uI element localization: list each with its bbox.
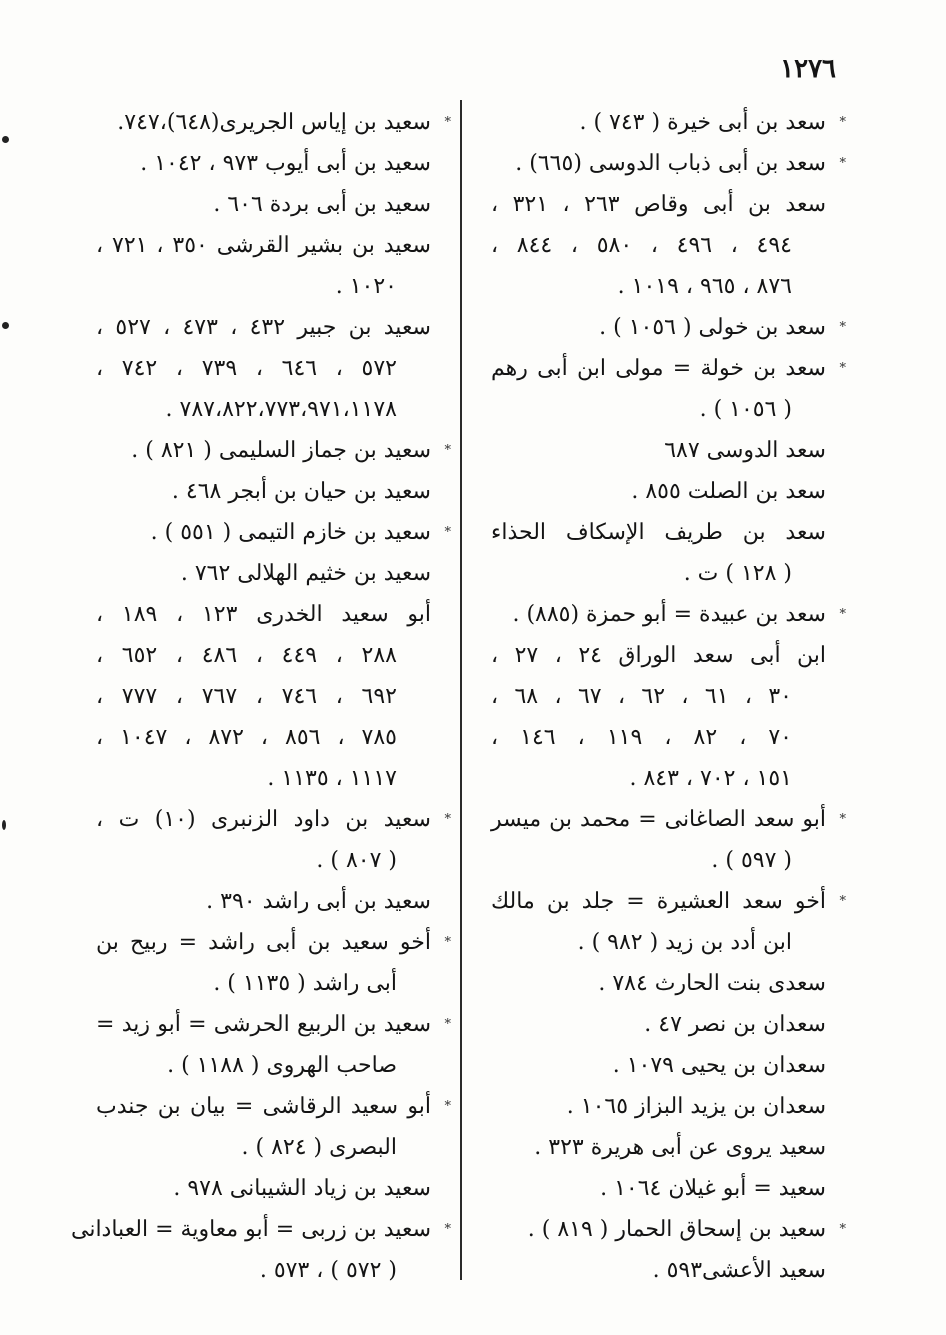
index-entry-text: سعيد بن أبى بردة ٦٠٦ . [213, 192, 431, 217]
index-entry-line [96, 676, 431, 717]
index-entry-line [491, 389, 826, 430]
index-entry-text: سعدى بنت الحارث ٧٨٤ . [598, 971, 826, 996]
index-entry-text: سعيد بن جبير ٤٣٢ ، ٤٧٣ ، ٥٢٧ ، [96, 315, 431, 340]
index-entry-line [96, 225, 431, 266]
index-entry-text: سعد بن أبى ذباب الدوسى (٦٦٥) . [515, 151, 826, 176]
index-entry-text: سعدان بن نصر ٤٧ . [644, 1012, 826, 1037]
margin-mark [2, 322, 9, 329]
index-entry-text: ٥٧٢ ، ٦٤٦ ، ٧٣٩ ، ٧٤٢ ، [96, 356, 397, 381]
asterisk-marker: * [839, 115, 846, 130]
asterisk-marker: * [839, 1222, 846, 1237]
index-entry-line [96, 389, 431, 430]
index-entry-line [491, 1127, 826, 1168]
index-entry-line [491, 594, 846, 635]
index-entry-text: سعيد بن داود الزنبرى (١٠) ت ، [96, 807, 431, 832]
asterisk-marker: * [444, 935, 451, 950]
index-entry-text: سعد بن عبيدة = أبو حمزة (٨٨٥) . [512, 602, 826, 627]
index-entry-line [96, 1168, 431, 1209]
index-entry-text: سعيد بن إسحاق الحمار ( ٨١٩ ) . [527, 1217, 826, 1242]
index-entry-text: سعد بن الصلت ٨٥٥ . [631, 479, 826, 504]
index-entry-text: سعيد = أبو غيلان ١٠٦٤ . [600, 1176, 826, 1201]
index-entry-text: أخو سعد العشيرة = جلد بن مالك [491, 889, 826, 914]
index-entry-line [96, 922, 451, 963]
index-entry-line [491, 307, 846, 348]
index-entry-text: سعد بن خولة = مولى ابن أبى رهم [491, 356, 826, 381]
index-entry-text: ٨٧٦ ، ٩٦٥ ، ١٠١٩ . [617, 274, 792, 299]
index-entry-text: سعيد بن الربيع الحرشى = أبو زيد = [96, 1012, 431, 1037]
index-entry-text: أبو سعيد الخدرى ١٢٣ ، ١٨٩ ، [96, 602, 431, 627]
index-entry-text: ٤٩٤ ، ٤٩٦ ، ٥٨٠ ، ٨٤٤ ، [491, 233, 792, 258]
index-entry-line [491, 1086, 826, 1127]
index-entry-line [491, 143, 846, 184]
index-entry-text: سعد بن أبى خيرة ( ٧٤٣ ) . [579, 110, 826, 135]
index-entry-line [491, 225, 826, 266]
index-entry-line [96, 717, 431, 758]
index-entry-text: سعدان بن يزيد البزاز ١٠٦٥ . [566, 1094, 826, 1119]
column-rule [460, 100, 462, 1280]
index-entry-text: سعيد بن حيان بن أبجر ٤٦٨ . [171, 479, 431, 504]
index-entry-line [96, 840, 431, 881]
asterisk-marker: * [444, 115, 451, 130]
index-entry-text: سعد بن أبى وقاص ٢٦٣ ، ٣٢١ ، [491, 192, 827, 217]
index-column-left [70, 102, 451, 1291]
index-entry-line [491, 1168, 826, 1209]
asterisk-marker: * [839, 361, 846, 376]
index-entry-text: ١٥١ ، ٧٠٢ ، ٨٤٣ . [629, 766, 792, 791]
asterisk-marker: * [444, 525, 451, 540]
index-entry-line [96, 266, 431, 307]
page-number: ١٢٧٦ [780, 54, 836, 84]
index-entry-text: ( ٥٩٧ ) . [711, 848, 792, 873]
asterisk-marker: * [444, 1017, 451, 1032]
index-entry-line [491, 184, 826, 225]
index-entry-text: ١٠٢٠ . [335, 274, 397, 299]
index-entry-text: البصرى ( ٨٢٤ ) . [241, 1135, 397, 1160]
index-entry-text: ٢٨٨ ، ٤٤٩ ، ٤٨٦ ، ٦٥٢ ، [96, 643, 397, 668]
index-entry-line [96, 471, 431, 512]
index-entry-text: ( ٥٧٢ ) ، ٥٧٣ . [259, 1258, 397, 1283]
index-entry-text: ٣٠ ، ٦١ ، ٦٢ ، ٦٧ ، ٦٨ ، [491, 684, 792, 709]
index-entry-line [491, 553, 826, 594]
index-entry-text: سعيد بن إياس الجريرى(٦٤٨)،٧٤٧. [117, 110, 431, 135]
index-entry-text: سعيد بن جماز السليمى ( ٨٢١ ) . [131, 438, 431, 463]
index-entry-line [491, 102, 846, 143]
index-entry-text: سعيد بن بشير القرشى ٣٥٠ ، ٧٢١ ، [96, 233, 431, 258]
index-entry-line [491, 676, 826, 717]
index-entry-text: أبو سعد الصاغانى = محمد بن ميسر [491, 807, 826, 832]
index-entry-text: ٦٩٢ ، ٧٤٦ ، ٧٦٧ ، ٧٧٧ ، [96, 684, 397, 709]
index-entry-line [96, 184, 431, 225]
index-entry-line [491, 717, 826, 758]
index-entry-text: ( ١٠٥٦ ) . [699, 397, 792, 422]
index-entry-line [491, 1004, 826, 1045]
index-entry-line [491, 799, 846, 840]
index-entry-text: صاحب الهروى ( ١١٨٨ ) . [167, 1053, 397, 1078]
asterisk-marker: * [839, 156, 846, 171]
asterisk-marker: * [444, 443, 451, 458]
index-entry-text: سعيد الأعشى٥٩٣ . [652, 1258, 826, 1283]
index-entry-text: ابن أبى سعد الوراق ٢٤ ، ٢٧ ، [491, 643, 827, 668]
index-entry-line [491, 840, 826, 881]
index-entry-line [96, 1045, 431, 1086]
index-entry-text: سعيد بن خثيم الهلالى ٧٦٢ . [180, 561, 431, 586]
index-entry-text: ( ٨٠٧ ) . [316, 848, 397, 873]
asterisk-marker: * [839, 320, 846, 335]
index-entry-line [96, 963, 431, 1004]
asterisk-marker: * [839, 812, 846, 827]
margin-mark [2, 136, 9, 143]
index-entry-text: سعدان بن يحيى ١٠٧٩ . [612, 1053, 826, 1078]
index-entry-line [96, 512, 451, 553]
index-entry-text: ( ١٢٨ ) ت . [683, 561, 792, 586]
index-entry-line [70, 1209, 451, 1250]
index-entry-line [96, 143, 431, 184]
index-entry-line [491, 266, 826, 307]
index-entry-text: سعيد بن زربى = أبو معاوية = العبادانى [70, 1217, 431, 1242]
index-entry-line [96, 430, 451, 471]
index-column-right [491, 102, 846, 1291]
asterisk-marker: * [444, 1099, 451, 1114]
index-entry-line [491, 922, 826, 963]
index-entry-text: سعيد بن خازم التيمى ( ٥٥١ ) . [150, 520, 431, 545]
index-entry-line [491, 430, 826, 471]
index-entry-text: أبو سعيد الرقاشى = بيان بن جندب [96, 1094, 431, 1119]
asterisk-marker: * [444, 1222, 451, 1237]
asterisk-marker: * [839, 894, 846, 909]
asterisk-marker: * [444, 812, 451, 827]
index-entry-text: ابن أدد بن زيد ( ٩٨٢ ) . [577, 930, 792, 955]
margin-mark [2, 820, 6, 830]
index-entry-line [96, 758, 431, 799]
index-entry-line [491, 348, 846, 389]
index-entry-text: سعيد يروى عن أبى هريرة ٣٢٣ . [534, 1135, 826, 1160]
index-entry-line [96, 102, 451, 143]
index-entry-line [96, 1250, 431, 1291]
index-entry-line [96, 1086, 451, 1127]
index-entry-text: ١١١٧ ، ١١٣٥ . [267, 766, 397, 791]
index-entry-text: سعد بن طريف الإسكاف الحذاء [491, 520, 826, 545]
index-entry-line [491, 1045, 826, 1086]
index-entry-line [96, 307, 431, 348]
index-entry-text: ٧٨٧،٨٢٢،٧٧٣،٩٧١،١١٧٨ . [165, 397, 397, 422]
index-entry-line [96, 1127, 431, 1168]
index-entry-text: ٧٨٥ ، ٨٥٦ ، ٨٧٢ ، ١٠٤٧ ، [96, 725, 397, 750]
index-entry-line [491, 512, 826, 553]
index-entry-text: سعيد بن أبى راشد ٣٩٠ . [206, 889, 431, 914]
index-entry-line [491, 881, 846, 922]
index-entry-line [491, 635, 826, 676]
index-entry-text: أبى راشد ( ١١٣٥ ) . [213, 971, 397, 996]
index-entry-text: سعيد بن زياد الشيبانى ٩٧٨ . [173, 1176, 431, 1201]
index-entry-text: ٧٠ ، ٨٢ ، ١١٩ ، ١٤٦ ، [491, 725, 792, 750]
index-entry-line [491, 963, 826, 1004]
index-entry-line [96, 881, 431, 922]
index-entry-line [96, 1004, 451, 1045]
index-entry-line [96, 348, 431, 389]
index-entry-line [96, 635, 431, 676]
index-entry-line [96, 594, 431, 635]
index-entry-text: أخو سعيد بن أبى راشد = ربيح بن [96, 930, 431, 955]
index-entry-text: سعد الدوسى ٦٨٧ [664, 438, 826, 463]
index-entry-text: سعيد بن أبى أيوب ٩٧٣ ، ١٠٤٢ . [140, 151, 431, 176]
index-entry-line [491, 471, 826, 512]
index-entry-line [96, 553, 431, 594]
index-entry-line [96, 799, 451, 840]
asterisk-marker: * [839, 607, 846, 622]
index-entry-line [491, 1209, 846, 1250]
index-entry-line [491, 1250, 826, 1291]
index-entry-text: سعد بن خولى ( ١٠٥٦ ) . [599, 315, 826, 340]
index-entry-line [491, 758, 826, 799]
